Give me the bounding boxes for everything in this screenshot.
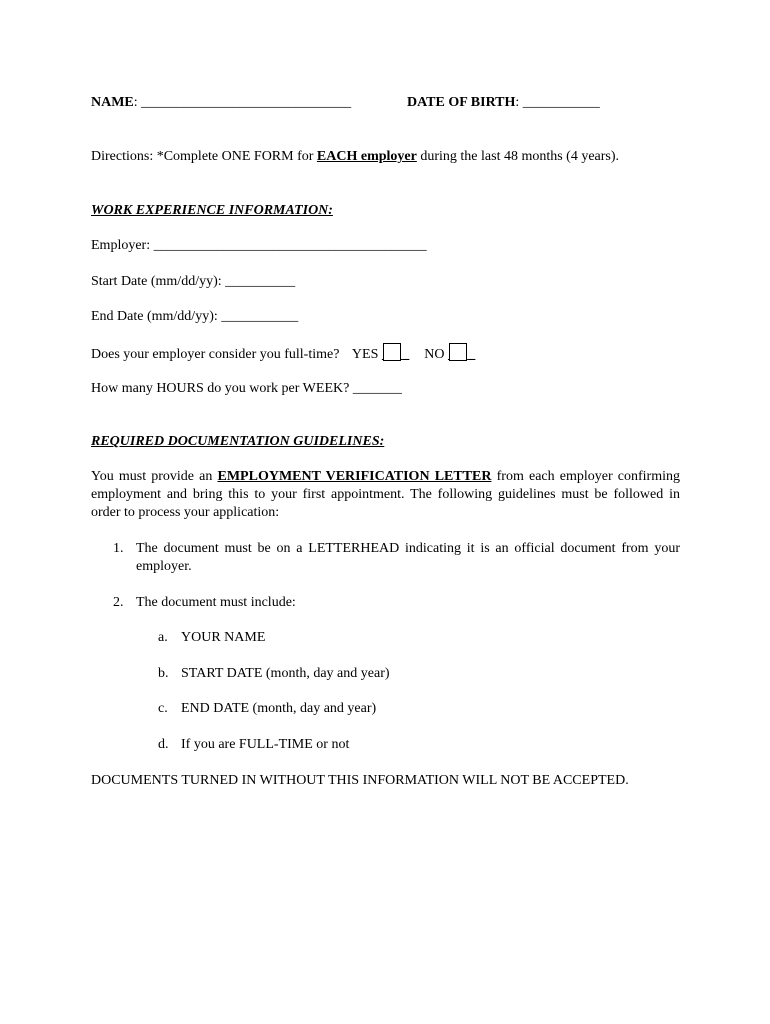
sublist-item: START DATE (month, day and year) (181, 666, 390, 681)
sublist-item: END DATE (month, day and year) (181, 701, 377, 716)
list-marker: 2. (113, 595, 124, 610)
dob-label: DATE OF BIRTH (407, 95, 516, 110)
no-checkbox[interactable] (449, 343, 467, 361)
yes-option[interactable]: _ (382, 347, 409, 362)
no-label: NO (424, 347, 448, 362)
dob-blank[interactable]: : ___________ (515, 95, 600, 110)
name-line (91, 94, 351, 111)
list-item: The document must be on a LETTERHEAD indicating it is an official document from your employer. (136, 541, 680, 574)
directions-prefix: Directions: *Complete ONE FORM for (91, 149, 317, 164)
dob-line (407, 94, 600, 111)
sublist-marker: b. (158, 666, 169, 681)
intro-suffix: from each employer confirming employment and bring this to your first appointment. The following guidelines must be followed in order to process your application: (91, 469, 681, 520)
documentation-heading: REQUIRED DOCUMENTATION GUIDELINES: (91, 434, 385, 449)
start-date-field[interactable]: Start Date (mm/dd/yy): __________ (91, 274, 296, 289)
yes-label: YES (351, 347, 382, 362)
end-date-field[interactable]: End Date (mm/dd/yy): ___________ (91, 309, 299, 324)
sublist-marker: d. (158, 737, 169, 752)
hours-field[interactable]: How many HOURS do you work per WEEK? _______ (91, 381, 402, 396)
sublist-marker: a. (158, 630, 168, 645)
directions (91, 148, 619, 165)
warning-text: DOCUMENTS TURNED IN WITHOUT THIS INFORMATION WILL NOT BE ACCEPTED. (91, 773, 629, 788)
sublist-item: If you are FULL-TIME or not (181, 737, 350, 752)
intro-prefix: You must provide an (91, 469, 218, 484)
list-marker: 1. (113, 541, 124, 556)
directions-emphasis: EACH employer (316, 149, 417, 164)
name-blank[interactable]: : ______________________________ (133, 95, 352, 110)
fulltime-question: Does your employer consider you full-time? (91, 347, 340, 362)
name-label: NAME (91, 95, 134, 110)
list-item: The document must include: (136, 595, 296, 610)
documentation-intro (91, 468, 680, 522)
intro-emphasis: EMPLOYMENT VERIFICATION LETTER (217, 469, 492, 484)
fulltime-question-line (91, 343, 475, 363)
sublist-item: YOUR NAME (181, 630, 266, 645)
directions-suffix: during the last 48 months (4 years). (416, 149, 620, 164)
yes-checkbox[interactable] (383, 343, 401, 361)
sublist-marker: c. (158, 701, 168, 716)
employer-field[interactable]: Employer: _______________________________________ (91, 238, 427, 253)
work-experience-heading: WORK EXPERIENCE INFORMATION: (91, 203, 333, 218)
no-option[interactable]: _ (448, 347, 475, 362)
